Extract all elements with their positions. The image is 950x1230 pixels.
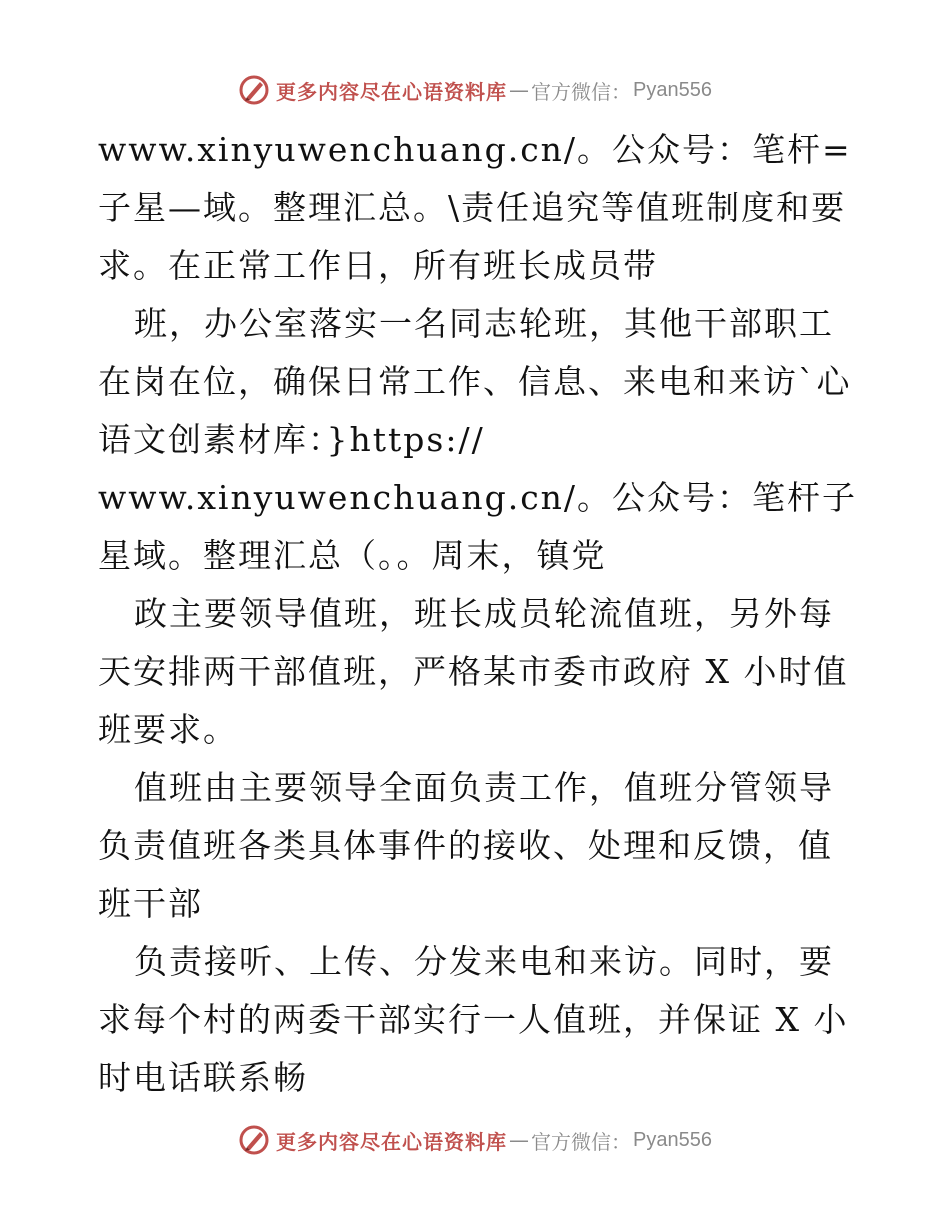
paragraph-5: 值班由主要领导全面负责工作，值班分管领导负责值班各类具体事件的接收、处理和反馈，值班干部 [98, 768, 834, 923]
banner-wechat-label: 官方微信： [531, 1129, 632, 1154]
paragraph-2: 班，办公室落实一名同志轮班，其他干部职工在岗在位，确保日常工作、信息、来电和来访`心语文创素材库：}https:// [98, 304, 852, 459]
banner-dash: — [509, 1128, 530, 1152]
banner-wechat-label: 官方微信： [531, 79, 632, 104]
banner-title: 更多内容尽在心语资料库 [276, 79, 508, 104]
banner-wechat-id: Pyan556 [633, 78, 712, 101]
paragraph-3: www.xinyuwenchuang.cn/。公众号：笔杆子星域。整理汇总（。。周末，镇党 [98, 478, 858, 575]
banner-wechat-id: Pyan556 [633, 1128, 712, 1151]
banner-title: 更多内容尽在心语资料库 [276, 1129, 508, 1154]
header-banner [0, 70, 950, 110]
banner-dash: — [509, 78, 530, 102]
pen-logo-icon [238, 74, 270, 106]
pen-logo-icon [238, 1124, 270, 1156]
paragraph-1: www.xinyuwenchuang.cn/。公众号：笔杆=子星—域。整理汇总。\责任追究等值班制度和要求。在正常工作日，所有班长成员带 [98, 130, 852, 285]
paragraph-4: 政主要领导值班，班长成员轮流值班，另外每天安排两干部值班，严格某市委市政府 X 小时值班要求。 [98, 594, 849, 749]
document-body [98, 121, 858, 1107]
paragraph-6: 负责接听、上传、分发来电和来访。同时，要求每个村的两委干部实行一人值班，并保证 X 小时电话联系畅 [98, 942, 849, 1097]
footer-banner [0, 1120, 950, 1160]
